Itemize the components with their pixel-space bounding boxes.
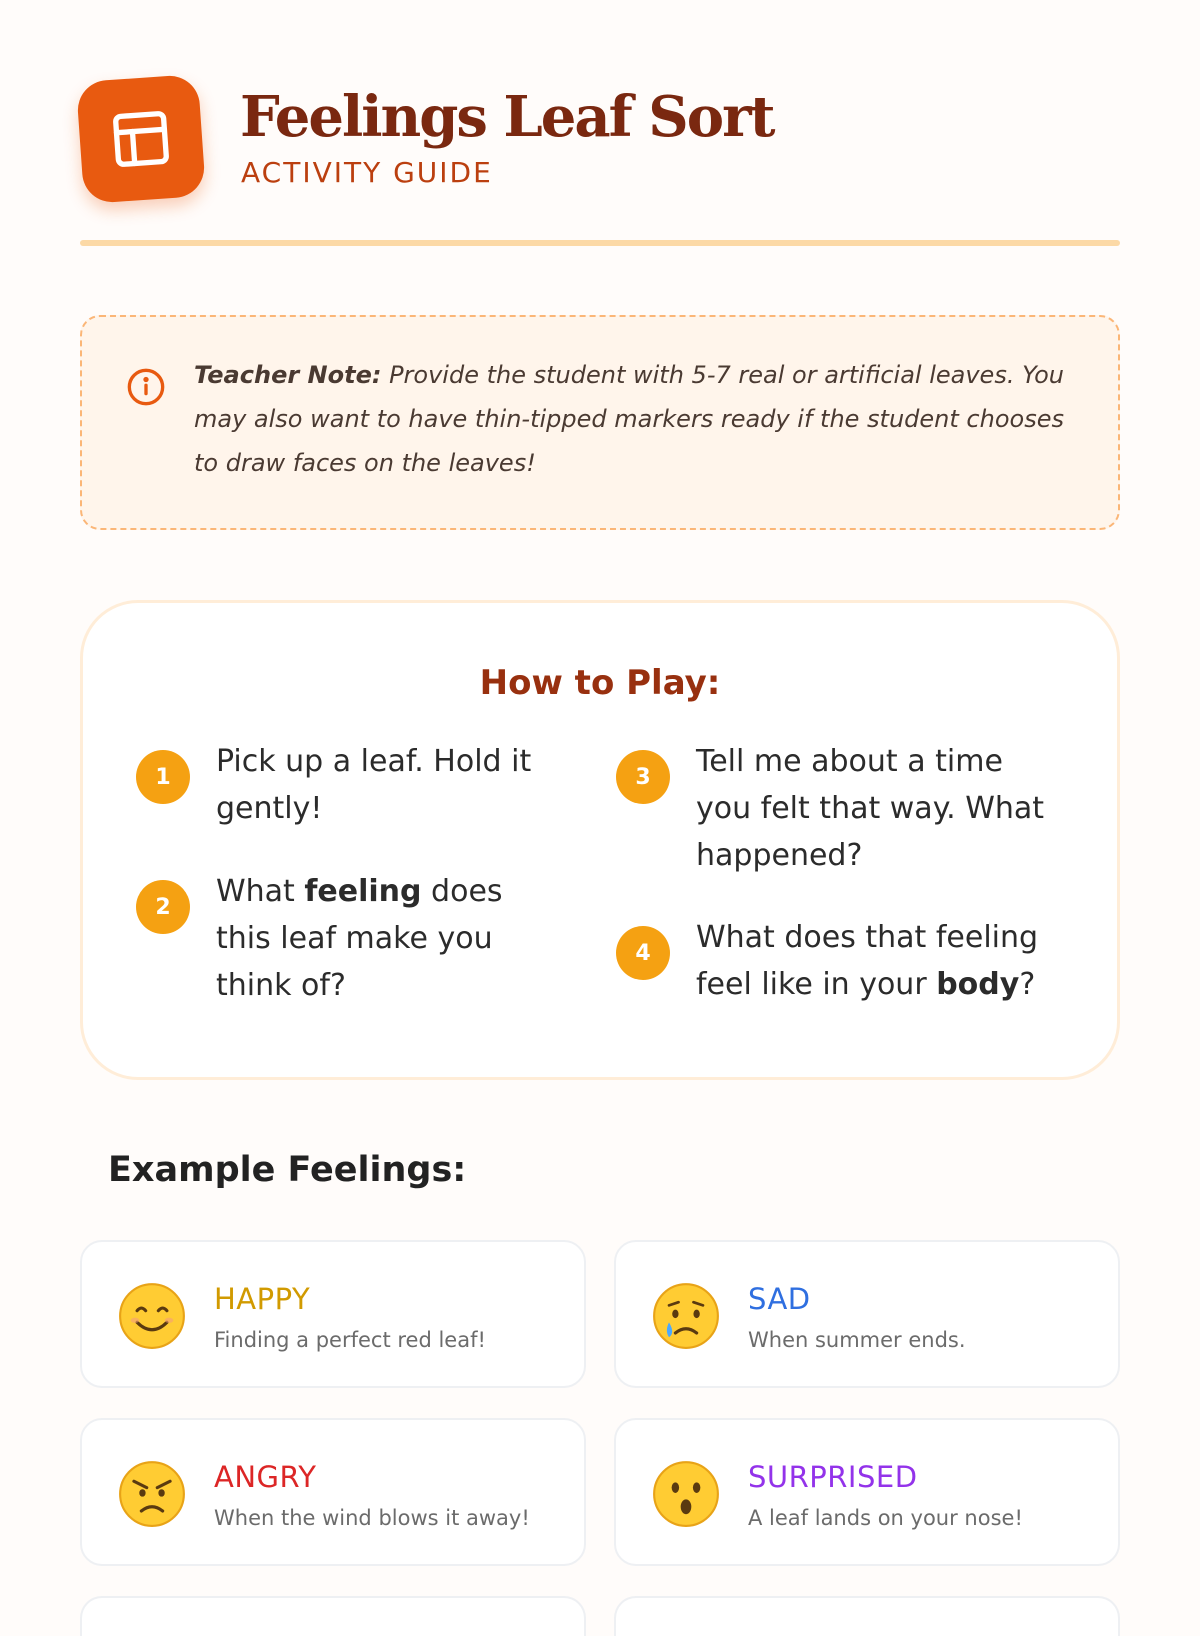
feeling-label: ANGRY [214,1460,317,1494]
feeling-label: SAD [748,1282,811,1316]
page-title: Feelings Leaf Sort [240,84,774,150]
info-icon [126,367,166,407]
step-4 [616,914,1056,1008]
feeling-card-partial [80,1596,586,1636]
feeling-card-partial [614,1596,1120,1636]
step-3 [616,738,1056,879]
teacher-note-body: Provide the student with 5-7 real or artificial leaves. You may also want to have thin-tipped markers ready if the student chooses to draw faces on the leaves! [194,361,1064,477]
surprised-face-icon [652,1460,720,1528]
teacher-note-text [194,353,1064,485]
page-subtitle: ACTIVITY GUIDE [241,156,493,189]
examples-title: Example Feelings: [108,1150,467,1190]
feeling-card-sad [614,1240,1120,1388]
feeling-description: When the wind blows it away! [214,1506,530,1530]
teacher-note [80,315,1120,530]
step-text: Pick up a leaf. Hold it gently! [216,744,532,826]
feeling-card-surprised [614,1418,1120,1566]
angry-face-icon [118,1460,186,1528]
layout-panel-icon [76,74,206,204]
header-divider [80,240,1120,246]
step-number: 4 [616,926,670,980]
step-number: 3 [616,750,670,804]
step-number: 2 [136,880,190,934]
feeling-label: SURPRISED [748,1460,918,1494]
step-text: What feeling does this leaf make you think of? [216,874,503,1003]
feeling-card-angry [80,1418,586,1566]
feeling-card-happy [80,1240,586,1388]
feeling-label: HAPPY [214,1282,311,1316]
step-text: Tell me about a time you felt that way. What happened? [696,744,1045,873]
feeling-description: When summer ends. [748,1328,966,1352]
teacher-note-label: Teacher Note: [194,361,382,389]
feeling-description: A leaf lands on your nose! [748,1506,1023,1530]
how-to-play-title: How to Play: [479,663,721,703]
smiling-face-icon [118,1282,186,1350]
how-to-play-card [80,600,1120,1080]
crying-face-icon [652,1282,720,1350]
step-text: What does that feeling feel like in your body? [696,920,1039,1002]
feeling-description: Finding a perfect red leaf! [214,1328,486,1352]
step-1 [136,738,556,832]
step-number: 1 [136,750,190,804]
step-2 [136,868,566,1009]
